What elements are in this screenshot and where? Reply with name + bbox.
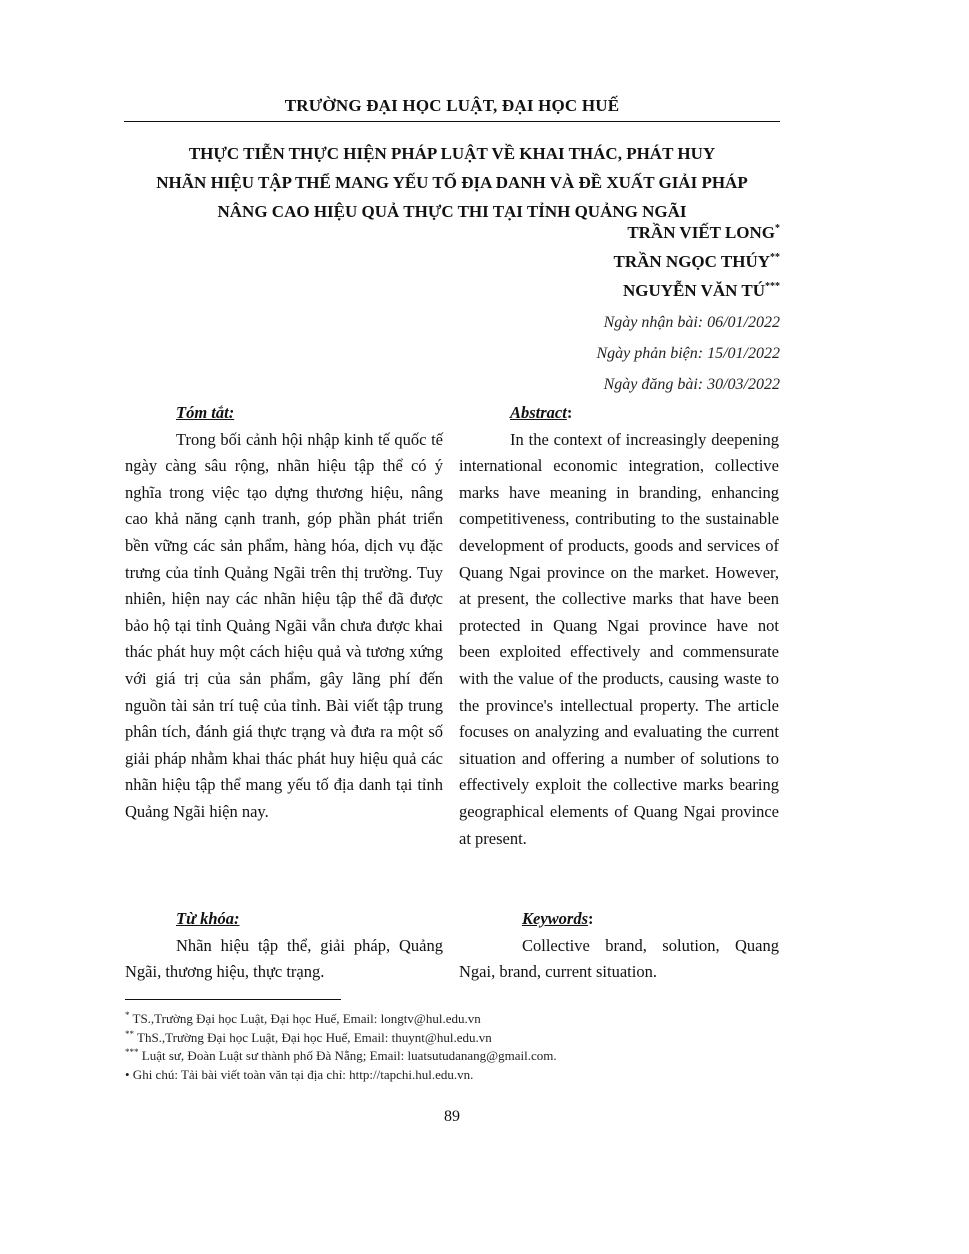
author (614, 218, 780, 247)
keywords-en-heading-colon: : (588, 909, 594, 928)
abstract-english (459, 400, 779, 852)
footnote-mark: * (125, 1010, 130, 1020)
title-line: THỰC TIỄN THỰC HIỆN PHÁP LUẬT VỀ KHAI THÁC, PHÁT HUY (188, 144, 716, 163)
article-title (124, 139, 780, 226)
author-mark: ** (770, 252, 780, 263)
author-name: TRẦN NGỌC THÚY (613, 252, 770, 271)
author-mark: *** (765, 281, 780, 292)
title-line: NHÃN HIỆU TẬP THỂ MANG YẾU TỐ ĐỊA DANH VÀ ĐỀ XUẤT GIẢI PHÁP (156, 173, 748, 192)
abstract-vi-text: Trong bối cảnh hội nhập kinh tế quốc tế ngày càng sâu rộng, nhãn hiệu tập thể có ý nghĩa trong việc tạo dựng thương hiệu, nâng cao khả năng cạnh tranh, góp phần phát triển bền vững các sản phẩm, hàng hóa, dịch vụ đặc trưng của tỉnh Quảng Ngãi trên thị trường. Tuy nhiên, hiện nay các nhãn hiệu tập thể đã được bảo hộ tại tỉnh Quảng Ngãi vẫn chưa được khai thác phát huy một cách hiệu quả và tương xứng với giá trị của sản phẩm, gây lãng phí đến nguồn tài sản trí tuệ của tỉnh. Bài viết tập trung phân tích, đánh giá thực trạng và đưa ra một số giải pháp nhằm khai thác phát huy hiệu quả các nhãn hiệu tập thể mang yếu tố địa danh tại tỉnh Quảng Ngãi hiện nay. (125, 429, 443, 821)
footnote-text: • Ghi chú: Tải bài viết toàn văn tại địa chỉ: http://tapchi.hul.edu.vn. (125, 1066, 474, 1082)
author-name: TRẦN VIẾT LONG (627, 223, 775, 242)
keywords-vi-heading: Từ khóa: (176, 909, 240, 928)
footnote-text: TS.,Trường Đại học Luật, Đại học Huế, Email: longtv@hul.edu.vn (129, 1011, 481, 1026)
abstract-vietnamese (125, 400, 443, 826)
title-line: NÂNG CAO HIỆU QUẢ THỰC THI TẠI TỈNH QUẢNG NGÃI (217, 202, 687, 221)
footnote-text: ThS.,Trường Đại học Luật, Đại học Huế, Email: thuynt@hul.edu.vn (134, 1029, 492, 1045)
keywords-english (459, 906, 779, 986)
date-reviewed: Ngày phản biện: 15/01/2022 (596, 345, 780, 362)
abstract-vi-heading: Tóm tắt: (176, 403, 235, 422)
footnote (125, 1047, 785, 1066)
footnote-divider (125, 999, 341, 1000)
keywords-en-heading (459, 906, 779, 933)
date-published: Ngày đăng bài: 30/03/2022 (603, 376, 780, 393)
abstract-en-text: In the context of increasingly deepening international economic integration, collective marks have meaning in branding, enhancing competitiveness, contributing to the sustainable development of products, goods and services of Quang Ngai province on the market. However, at present, the collective marks that have been protected in Quang Ngai province have not been exploited effectively and commensurate with the value of the products, causing waste to the province's intellectual property. The article focuses on analyzing and evaluating the current situation and offering a number of solutions to effectively exploit the collective marks bearing geographical elements of Quang Ngai province at present. (459, 429, 779, 848)
abstract-en-heading-colon: : (566, 403, 573, 422)
article-dates (596, 307, 780, 400)
header-divider (124, 121, 780, 122)
footnote-mark: ** (125, 1028, 134, 1039)
author-mark: * (775, 223, 780, 234)
keywords-en-heading-label: Keywords (522, 909, 588, 928)
footnote-text: Luật sư, Đoàn Luật sư thành phố Đà Nẵng; Email: luatsutudanang@gmail.com. (138, 1048, 557, 1063)
author-name: NGUYỄN VĂN TÚ (622, 281, 765, 300)
keywords-vietnamese (125, 906, 443, 986)
author-list (614, 218, 780, 305)
page-number: 89 (444, 1108, 460, 1125)
footnote (125, 1010, 785, 1029)
author (614, 247, 780, 276)
date-received: Ngày nhận bài: 06/01/2022 (603, 314, 780, 331)
abstract-en-heading-label: Abstract (510, 403, 567, 422)
footnote (125, 1066, 785, 1085)
keywords-en-text: Collective brand, solution, Quang Ngai, brand, current situation. (459, 935, 779, 982)
keywords-vi-text: Nhãn hiệu tập thể, giải pháp, Quảng Ngãi, thương hiệu, thực trạng. (125, 935, 443, 982)
journal-header: TRƯỜNG ĐẠI HỌC LUẬT, ĐẠI HỌC HUẾ (284, 96, 620, 115)
author (614, 276, 780, 305)
footnote-mark: *** (125, 1047, 139, 1057)
footnotes (125, 1010, 785, 1084)
footnote (125, 1029, 785, 1048)
abstract-en-heading (459, 400, 779, 427)
